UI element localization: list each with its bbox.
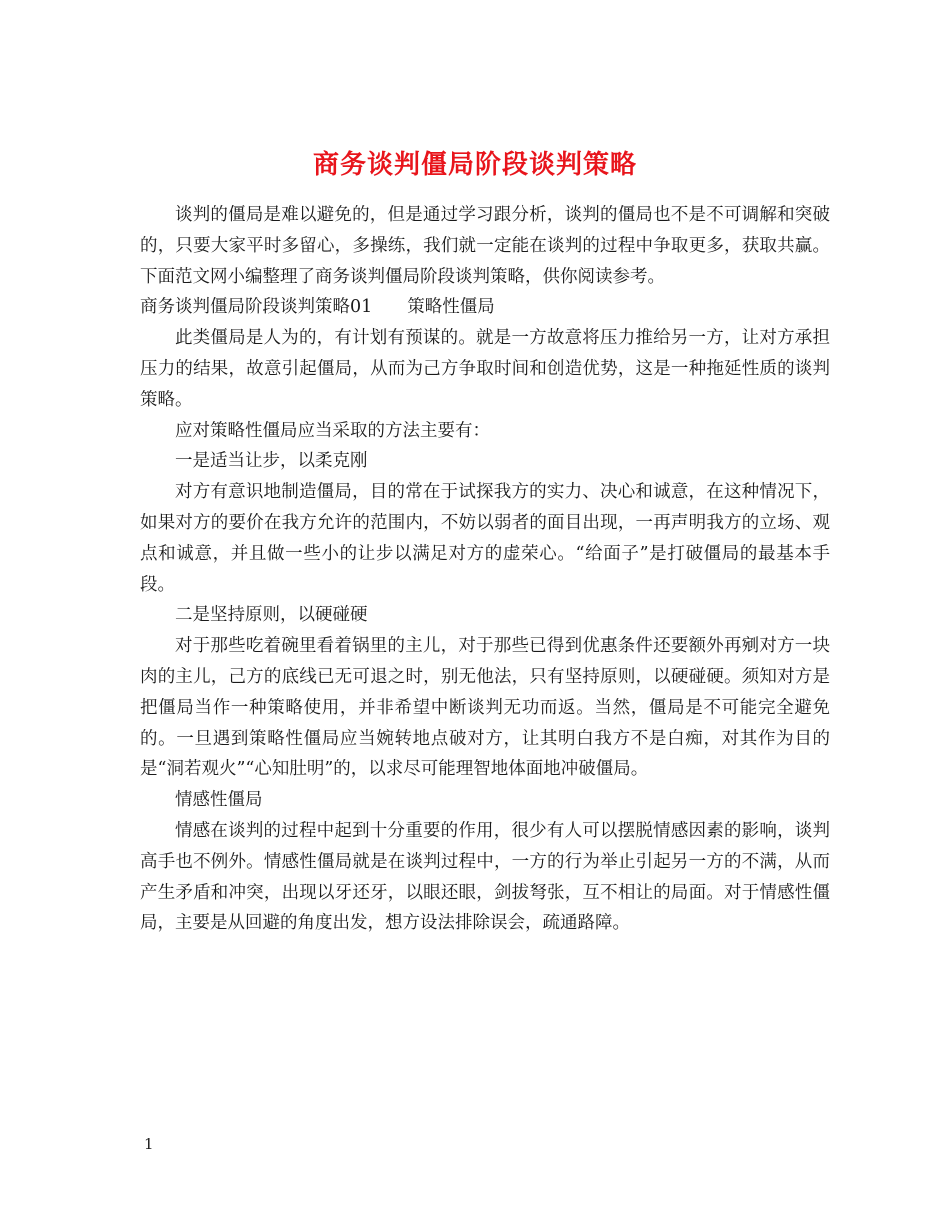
method-one-heading: 一是适当让步，以柔克刚	[175, 451, 368, 472]
section-heading-strategic-deadlock: 商务谈判僵局阶段谈判策略01 策略性僵局	[140, 297, 495, 318]
document-title: 商务谈判僵局阶段谈判策略	[312, 150, 637, 181]
method-two-heading: 二是坚持原则，以硬碰硬	[175, 605, 368, 626]
strategic-deadlock-methods-intro: 应对策略性僵局应当采取的方法主要有：	[175, 420, 490, 441]
method-one-paragraph: 对方有意识地制造僵局，目的常在于试探我方的实力、决心和诚意，在这种情况下，如果对方的要价在我方允许的范围内，不妨以弱者的面目出现，一再声明我方的立场、观点和诚意，并且做一些小的让步以满足对方的虚荣心。“给面子”是打破僵局的最基本手段。	[140, 482, 830, 595]
document-body	[140, 200, 830, 939]
page-number: 1	[144, 1135, 154, 1153]
method-two-paragraph: 对于那些吃着碗里看着锅里的主儿，对于那些已得到优惠条件还要额外再剜对方一块肉的主儿，己方的底线已无可退之时，别无他法，只有坚持原则，以硬碰硬。须知对方是把僵局当作一种策略使用，并非希望中断谈判无功而返。当然，僵局是不可能完全避免的。一旦遇到策略性僵局应当婉转地点破对方，让其明白我方不是白痴，对其作为目的是“洞若观火”“心知肚明”的，以求尽可能理智地体面地冲破僵局。	[140, 636, 830, 780]
emotional-deadlock-paragraph: 情感在谈判的过程中起到十分重要的作用，很少有人可以摆脱情感因素的影响，谈判高手也不例外。情感性僵局就是在谈判过程中，一方的行为举止引起另一方的不满，从而产生矛盾和冲突，出现以牙还牙，以眼还眼，剑拔弩张，互不相让的局面。对于情感性僵局，主要是从回避的角度出发，想方设法排除误会，疏通路障。	[140, 820, 830, 934]
strategic-deadlock-description: 此类僵局是人为的，有计划有预谋的。就是一方故意将压力推给另一方，让对方承担压力的结果，故意引起僵局，从而为己方争取时间和创造优势，这是一种拖延性质的谈判策略。	[140, 328, 830, 410]
intro-paragraph: 谈判的僵局是难以避免的，但是通过学习跟分析，谈判的僵局也不是不可调解和突破的，只要大家平时多留心，多操练，我们就一定能在谈判的过程中争取更多，获取共赢。下面范文网小编整理了商务谈判僵局阶段谈判策略，供你阅读参考。	[140, 205, 830, 287]
section-heading-emotional-deadlock: 情感性僵局	[175, 790, 263, 811]
